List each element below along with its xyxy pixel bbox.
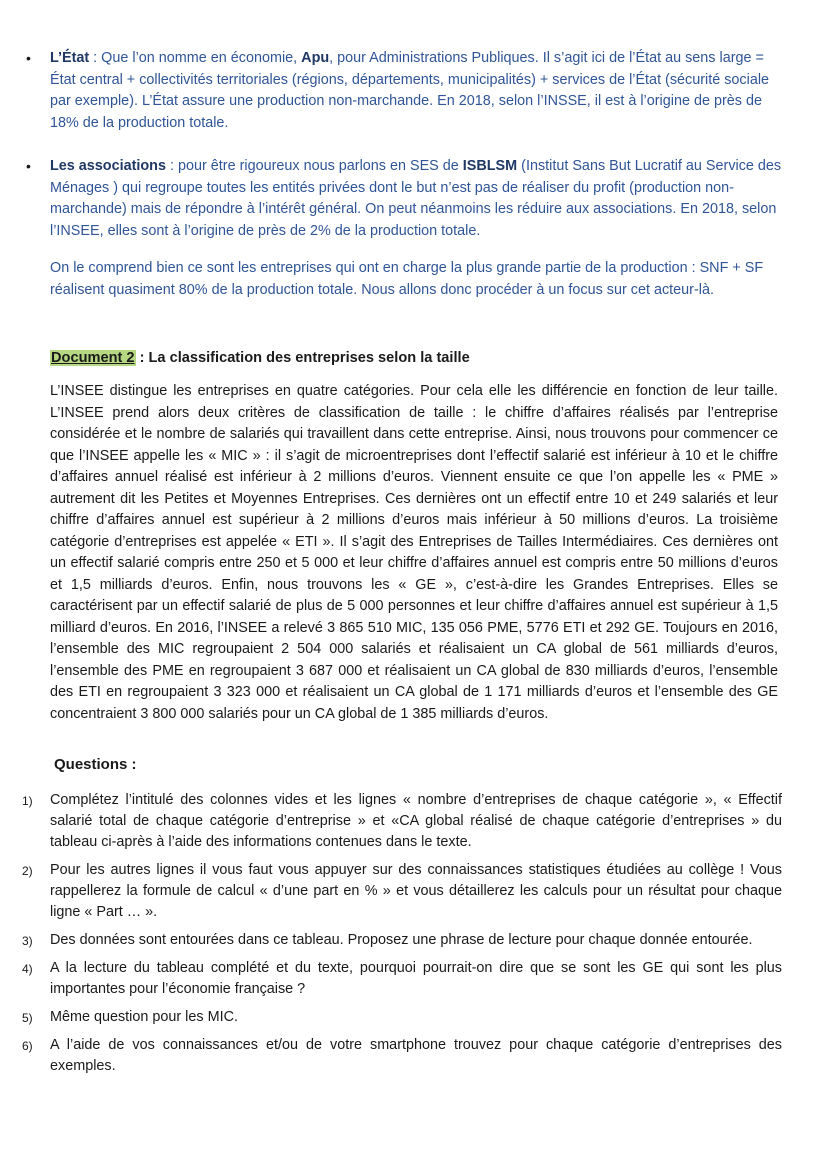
question-number: 3) (22, 934, 33, 948)
bullet-term: L’État (50, 50, 90, 66)
question-number: 6) (22, 1039, 33, 1053)
questions-list (22, 790, 782, 1084)
question-text: Complétez l’intitulé des colonnes vides et les lignes « nombre d’entreprises de chaque catégorie », « Effectif salarié total de chaque catégorie d’entreprise » et «CA global réalisé de chaque catégorie d’entreprises » du tableau ci-après à l’aide des informations contenues dans le texte. (50, 792, 782, 850)
document-2-text: L’INSEE distingue les entreprises en quatre catégories. Pour cela elle les différencie en fonction de leur taille. L’INSEE prend alors deux critères de classification de taille : le chiffre d’affaires réalisés par l’entreprise considérée et le nombre de salariés qui travaillent dans cette entreprise. Ainsi, nous trouvons pour commencer ce que l’INSEE appelle les « MIC » : il s’agit de microentreprises dont l’effectif salarié est inférieur à 10 et le chiffre d’affaires annuel réalisé est inférieur à 2 millions d’euros. Viennent ensuite ce que l’on appelle les « PME » autrement dit les Petites et Moyennes Entreprises. Ces dernières ont un effectif entre 10 et 249 salariés et leur chiffre d’affaires annuel est supérieur à 2 millions d’euros mais inférieur à 50 millions d’euros. La troisième catégorie d’entreprises est appelée « ETI ». Il s’agit des Entreprises de Tailles Intermédiaires. Ces dernières ont un effectif salarié compris entre 250 et 5 000 et leur chiffre d’affaires annuel est compris entre 50 millions d’euros et 1,5 milliards d’euros. Enfin, nous trouvons les « GE », c’est-à-dire les Grandes Entreprises. Elles se caractérisent par un effectif salarié de plus de 5 000 personnes et leur chiffre d’affaires annuel est supérieur à 1,5 milliard d’euros. En 2016, l’INSEE a relevé 3 865 510 MIC, 135 056 PME, 5776 ETI et 292 GE. Toujours en 2016, l’ensemble des MIC regroupaient 2 504 000 salariés et réalisaient un CA global de 561 milliards d’euros, l’ensemble des PME en regroupaient 3 687 000 et réalisaient un CA global de 830 milliards d’euros, l’ensemble des ETI en regroupaient 3 323 000 et réalisaient un CA global de 1 171 milliards d’euros et l’ensemble des GE concentraient 3 800 000 salariés pour un CA global de 1 385 milliards d’euros. (50, 383, 778, 722)
document-2-heading (50, 350, 470, 366)
question-item (22, 958, 782, 1000)
conclusion-paragraph: On le comprend bien ce sont les entreprises qui ont en charge la plus grande partie de la production : SNF + SF réalisent quasiment 80% de la production totale. Nous allons donc procéder à un focus sur cet acteur-là. (50, 260, 764, 298)
bullet-item-etat (18, 48, 788, 134)
question-text: A l’aide de vos connaissances et/ou de votre smartphone trouvez pour chaque catégorie d’entreprises des exemples. (50, 1037, 782, 1074)
question-item (22, 1007, 782, 1028)
question-item (22, 860, 782, 923)
question-text: Même question pour les MIC. (50, 1009, 238, 1025)
bullet-item-associations (18, 156, 788, 242)
questions-heading: Questions : (54, 756, 137, 773)
document-label: Document 2 (51, 350, 135, 366)
question-item (22, 1035, 782, 1077)
question-item (22, 790, 782, 853)
bold-term: Apu (301, 50, 330, 66)
bullet-dot-icon: • (26, 50, 31, 66)
text-segment: , pour Administrations Publiques. Il s’agit ici de l’État au sens large = État central + collectivités territoriales (régions, départements, municipalités) + services de l’État (sécurité sociale par exemple). L’État assure une production non-marchande. En 2018, selon l’INSSE, il est à l’origine de près de 18% de la production totale. (50, 50, 770, 131)
bullet-paragraph (50, 156, 788, 242)
bold-term: ISBLSM (462, 158, 518, 174)
document-title: : La classification des entreprises selon la taille (135, 350, 470, 366)
text-segment: : Que l’on nomme en économie, (89, 50, 302, 66)
bullet-term: Les associations (50, 158, 166, 174)
question-number: 4) (22, 962, 33, 976)
bullet-list (18, 48, 788, 264)
question-text: Pour les autres lignes il vous faut vous appuyer sur des connaissances statistiques étudiées au collège ! Vous rappellerez la formule de calcul « d’une part en % » et vous détaillerez les calculs pour un résultat pour chaque ligne « Part … ». (50, 862, 782, 920)
question-number: 1) (22, 794, 33, 808)
question-item (22, 930, 782, 951)
text-segment: : pour être rigoureux nous parlons en SES de (165, 158, 463, 174)
bullet-dot-icon: • (26, 158, 31, 174)
bullet-paragraph (50, 48, 788, 134)
question-text: Des données sont entourées dans ce tableau. Proposez une phrase de lecture pour chaque donnée entourée. (50, 932, 753, 948)
question-number: 5) (22, 1011, 33, 1025)
question-number: 2) (22, 864, 33, 878)
text-segment: (Institut Sans But Lucratif au Service des Ménages ) qui regroupe toutes les entités privées dont le but n’est pas de réaliser du profit (production non-marchande) mais de répondre à l’intérêt général. On peut néanmoins les réduire aux associations. En 2018, selon l’INSEE, elles sont à l’origine de près de 2% de la production totale. (50, 158, 782, 239)
question-text: A la lecture du tableau complété et du texte, pourquoi pourrait-on dire que se sont les GE qui sont les plus importantes pour l’économie française ? (50, 960, 782, 997)
